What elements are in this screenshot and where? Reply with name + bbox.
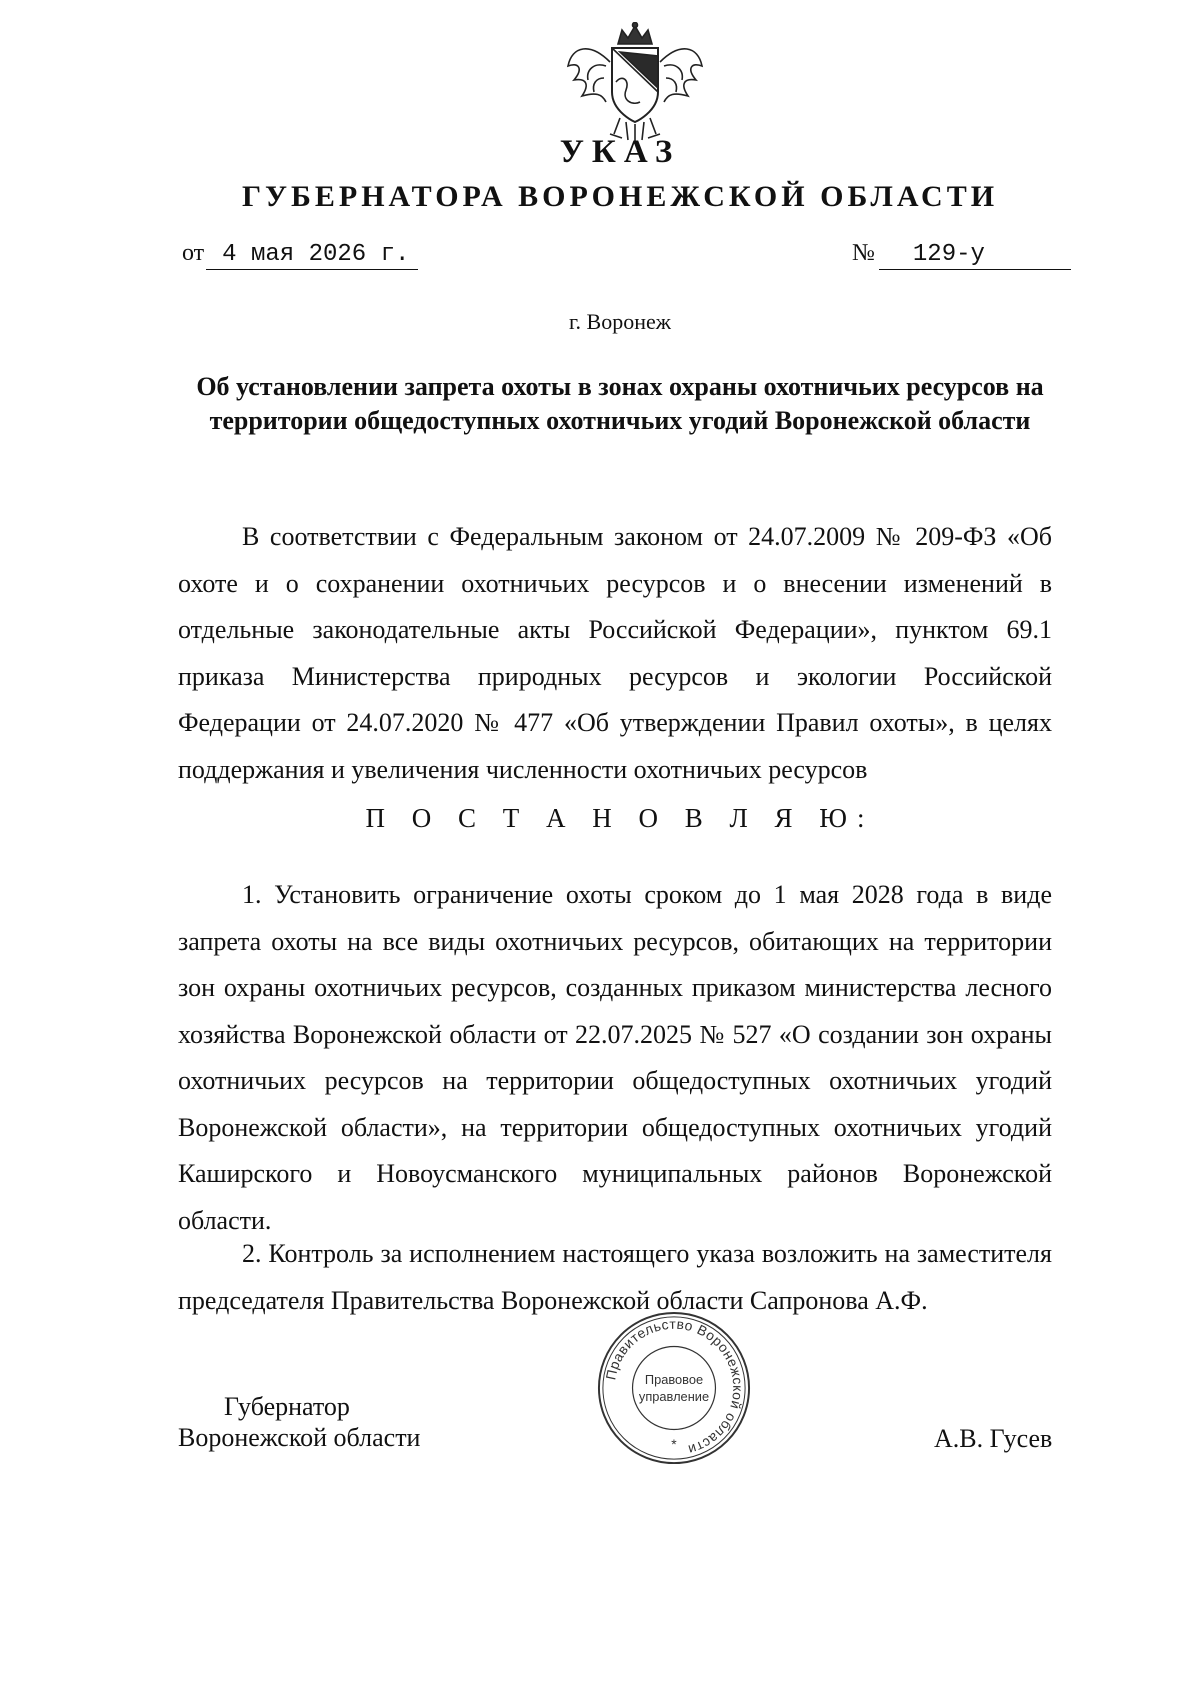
document-date: 4 мая 2026 г.	[206, 241, 418, 270]
item-1-paragraph: 1. Установить ограничение охоты сроком до 1 мая 2028 года в виде запрета охоты на все виды охотничьих ресурсов, обитающих на территории зон охраны охотничьих ресурсов, созданных приказом министерства лесного хозяйства Воронежской области от 22.07.2025 № 527 «О создании зон охраны охотничьих ресурсов на территории общедоступных охотничьих угодий Воронежской области», на территории общедоступных охотничьих угодий Каширского и Новоусманского муниципальных районов Воронежской области.	[178, 880, 1052, 1235]
number-prefix: №	[852, 240, 875, 266]
document-type: УКАЗ	[559, 134, 681, 170]
date-prefix: от	[182, 240, 205, 266]
city: г. Воронеж	[569, 309, 671, 334]
seal-star: *	[671, 1436, 677, 1453]
seal-center-line2: управление	[638, 1388, 710, 1404]
number-row	[852, 240, 1071, 270]
seal-ring-text: Правительство Воронежской области	[602, 1315, 747, 1459]
document-subject: Об установлении запрета охоты в зонах охраны охотничьих ресурсов на территории общедоступных охотничьих угодий Воронежской области	[196, 372, 1044, 435]
preamble-paragraph: В соответствии с Федеральным законом от 24.07.2009 № 209-ФЗ «Об охоте и о сохранении охотничьих ресурсов и о внесении изменений в отдельные законодательные акты Российской Федерации», пунктом 69.1 приказа Министерства природных ресурсов и экологии Российской Федерации от 24.07.2020 № 477 «Об утверждении Правил охоты», в целях поддержания и увеличения численности охотничьих ресурсов	[178, 522, 1052, 784]
official-seal-stamp	[595, 1309, 753, 1467]
signatory-name: А.В. Гусев	[934, 1424, 1053, 1453]
decree-word: П О С Т А Н О В Л Я Ю:	[365, 803, 875, 833]
signatory-title	[178, 1391, 420, 1453]
seal-center-line1: Правовое	[644, 1372, 704, 1388]
item-2-paragraph: 2. Контроль за исполнением настоящего указа возложить на заместителя председателя Правительства Воронежской области Сапронова А.Ф.	[178, 1239, 1052, 1315]
voronezh-coat-of-arms-icon	[560, 22, 710, 147]
signatory-title-line2: Воронежской области	[178, 1423, 421, 1452]
signatory-title-line1: Губернатор	[224, 1392, 350, 1421]
issuer-title: ГУБЕРНАТОРА ВОРОНЕЖСКОЙ ОБЛАСТИ	[241, 180, 999, 213]
document-number: 129-у	[879, 241, 1071, 270]
date-row	[182, 240, 418, 270]
